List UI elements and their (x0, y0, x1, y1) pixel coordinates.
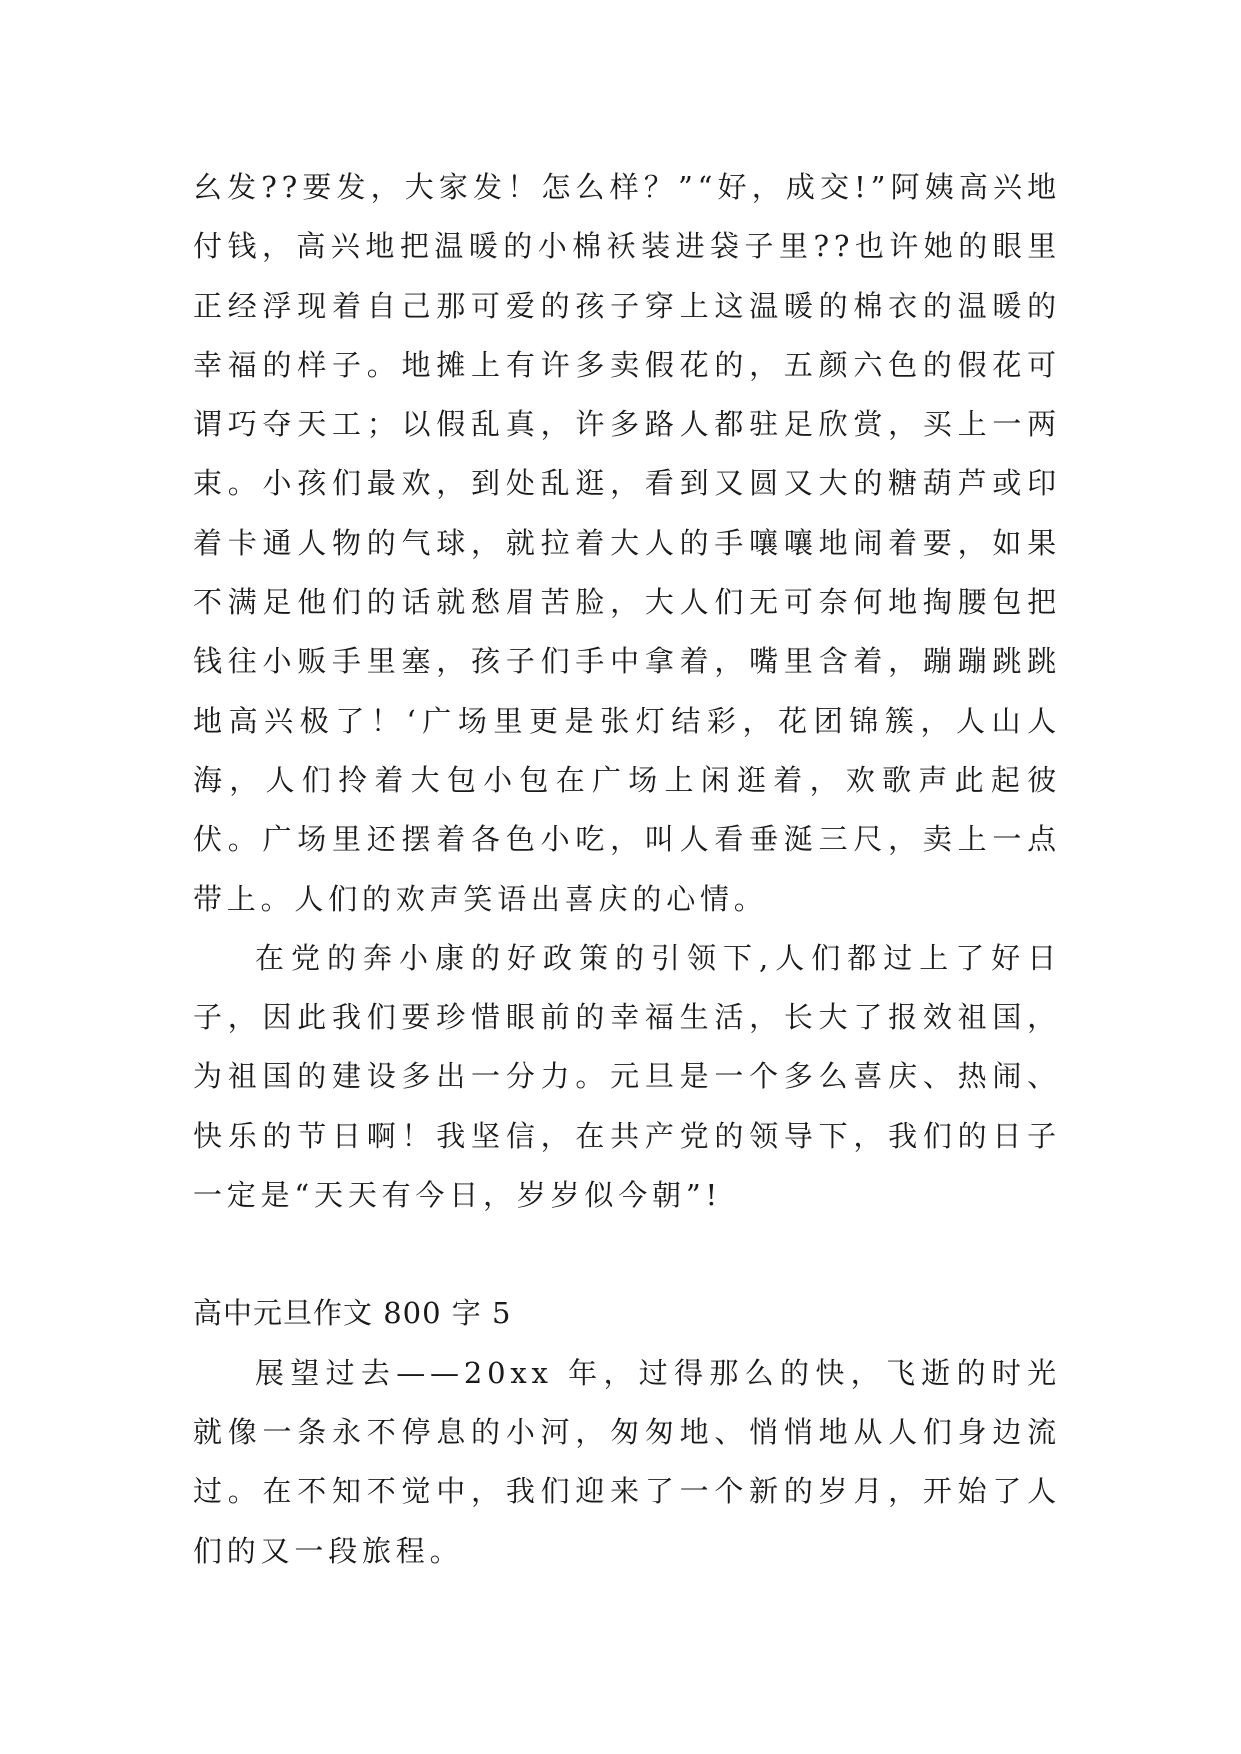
closing-paragraph: 在党的奔小康的好政策的引领下,人们都过上了好日子，因此我们要珍惜眼前的幸福生活，长大了报效祖国，为祖国的建设多出一分力。元旦是一个多么喜庆、热闹、快乐的节日啊！我坚信，在共产党的领导下，我们的日子一定是“天天有今日，岁岁似今朝”! (193, 940, 1061, 1213)
section-heading: 高中元旦作文 800 字 5 (193, 1296, 512, 1331)
continuation-paragraph: 幺发??要发，大家发！怎么样？”“好，成交!”阿姨高兴地付钱，高兴地把温暖的小棉袄装进袋子里??也许她的眼里正经浮现着自己那可爱的孩子穿上这温暖的棉衣的温暖的幸福的样子。地摊上有许多卖假花的，五颜六色的假花可谓巧夺天工；以假乱真，许多路人都驻足欣赏，买上一两束。小孩们最欢，到处乱逛，看到又圆又大的糖葫芦或印着卡通人物的气球，就拉着大人的手嚷嚷地闹着要，如果不满足他们的话就愁眉苦脸，大人们无可奈何地掏腰包把钱往小贩手里塞，孩子们手中拿着，嘴里含着，蹦蹦跳跳地高兴极了！‘广场里更是张灯结彩，花团锦簇，人山人海，人们拎着大包小包在广场上闲逛着，欢歌声此起彼伏。广场里还摆着各色小吃，叫人看垂涎三尺，卖上一点带上。人们的欢声笑语出喜庆的心情。 (193, 170, 1061, 916)
section-first-paragraph: 展望过去——20xx 年，过得那么的快，飞逝的时光就像一条永不停息的小河，匆匆地、悄悄地从人们身边流过。在不知不觉中，我们迎来了一个新的岁月，开始了人们的又一段旅程。 (193, 1355, 1061, 1568)
document-page (193, 158, 1061, 1581)
